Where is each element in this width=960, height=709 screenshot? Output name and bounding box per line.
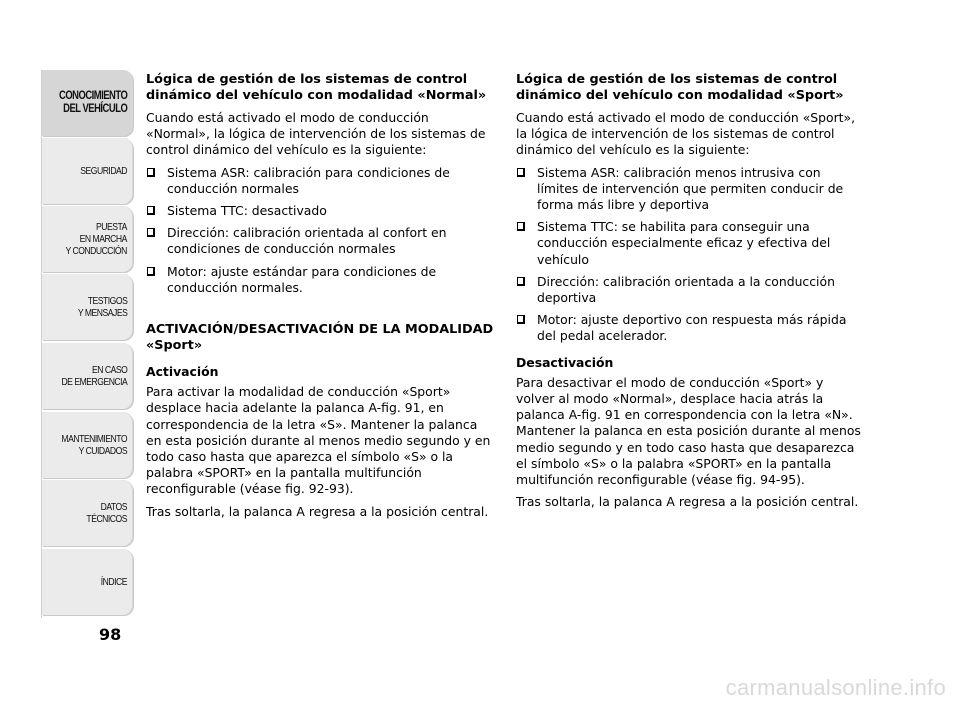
list-item <box>146 203 494 219</box>
intro-paragraph: Cuando está activado el modo de conducción «Normal», la lógica de intervención de los sistemas de control dinámico del vehículo es la siguiente: <box>146 110 486 158</box>
tab-label: TESTIGOS Y MENSAJES <box>77 295 127 319</box>
subheading-desactivacion: Desactivación <box>516 354 614 370</box>
right-column <box>516 72 864 516</box>
list-item-text: Sistema ASR: calibración menos intrusiva con límites de intervención que permiten conducir de forma más libre y deportiva <box>537 164 844 213</box>
list-item-text: Sistema TTC: se habilita para conseguir una conducción especialmente eficaz y efectiva del vehículo <box>537 219 831 267</box>
list-item-text: Dirección: calibración orientada al confort en condiciones de conducción normales <box>167 225 447 257</box>
intro-paragraph: Cuando está activado el modo de conducción «Sport», la lógica de intervención de los sistemas de control dinámico del vehículo es la siguiente: <box>516 110 856 158</box>
tab-datos-tecnicos[interactable] <box>42 480 133 546</box>
list-item <box>516 312 864 344</box>
list-item <box>516 165 864 214</box>
checkbox-bullet-icon <box>147 168 155 177</box>
list-item <box>146 225 494 257</box>
tab-indice[interactable] <box>42 549 133 615</box>
list-item-text: Sistema ASR: calibración para condiciones de conducción normales <box>167 164 450 196</box>
tab-label: MANTENIMIENTO Y CUIDADOS <box>61 433 127 457</box>
list-item <box>146 264 494 296</box>
checkbox-bullet-icon <box>517 222 525 231</box>
tab-label: EN CASO DE EMERGENCIA <box>61 364 127 388</box>
section-heading: Lógica de gestión de los sistemas de control dinámico del vehículo con modalidad «Normal» <box>146 72 487 103</box>
tab-label: ÍNDICE <box>100 576 127 588</box>
checkbox-bullet-icon <box>147 228 155 237</box>
watermark: carmanualsonline.info <box>725 675 946 700</box>
left-column <box>146 72 494 526</box>
page-number: 98 <box>99 625 122 644</box>
tab-en-caso-de-emergencia[interactable] <box>42 343 133 409</box>
section-title: ACTIVACIÓN/DESACTIVACIÓN DE LA MODALIDAD «Sport» <box>146 322 494 354</box>
tab-puesta-en-marcha[interactable] <box>42 206 133 272</box>
subheading-activacion: Activación <box>146 364 219 380</box>
tab-label: SEGURIDAD <box>80 165 127 177</box>
body-paragraph: Para desactivar el modo de conducción «Sport» y volver al modo «Normal», desplace hacia atrás la palanca A-fig. 91 en correspondencia con la letra «N». Mantener la palanca en esta posición durante al menos medio segundo y en todo caso hasta que desaparezca el símbolo «S» o la palabra «SPORT» en la pantalla multifunción reconfigurable (véase fig. 94-95). <box>516 374 861 488</box>
body-paragraph: Tras soltarla, la palanca A regresa a la posición central. <box>516 494 859 510</box>
body-paragraph: Tras soltarla, la palanca A regresa a la posición central. <box>146 503 489 519</box>
tab-seguridad[interactable] <box>42 138 133 204</box>
tab-mantenimiento[interactable] <box>42 412 133 478</box>
section-heading: Lógica de gestión de los sistemas de control dinámico del vehículo con modalidad «Sport» <box>516 72 844 103</box>
list-item-text: Motor: ajuste deportivo con respuesta más rápida del pedal acelerador. <box>537 312 847 344</box>
bullet-list <box>146 165 494 296</box>
checkbox-bullet-icon <box>147 206 155 215</box>
list-item <box>516 274 864 306</box>
checkbox-bullet-icon <box>517 168 525 177</box>
list-item-text: Sistema TTC: desactivado <box>167 203 327 219</box>
tab-label: PUESTA EN MARCHA Y CONDUCCIÓN <box>65 221 127 257</box>
tab-label: DATOS TÉCNICOS <box>86 501 127 525</box>
list-item-text: Dirección: calibración orientada a la conducción deportiva <box>537 273 835 306</box>
checkbox-bullet-icon <box>517 315 525 324</box>
list-item-text: Motor: ajuste estándar para condiciones de conducción normales. <box>167 263 437 295</box>
tab-testigos-y-mensajes[interactable] <box>42 274 133 340</box>
tab-label: CONOCIMIENTO DEL VEHÍCULO <box>58 90 127 115</box>
body-paragraph: Para activar la modalidad de conducción «Sport» desplace hacia adelante la palanca A-fig. 91, en correspondencia de la letra «S». Mantener la palanca en esta posición durante al menos medio segundo y en todo caso hasta que aparezca el símbolo «S» o la palabra «SPORT» en la pantalla multifunción reconfigurable (véase fig. 92-93). <box>146 384 491 497</box>
list-item <box>146 165 494 197</box>
checkbox-bullet-icon <box>147 267 155 276</box>
tab-conocimiento-del-vehiculo[interactable] <box>42 70 133 136</box>
bullet-list <box>516 165 864 345</box>
checkbox-bullet-icon <box>517 277 525 286</box>
list-item <box>516 219 864 268</box>
